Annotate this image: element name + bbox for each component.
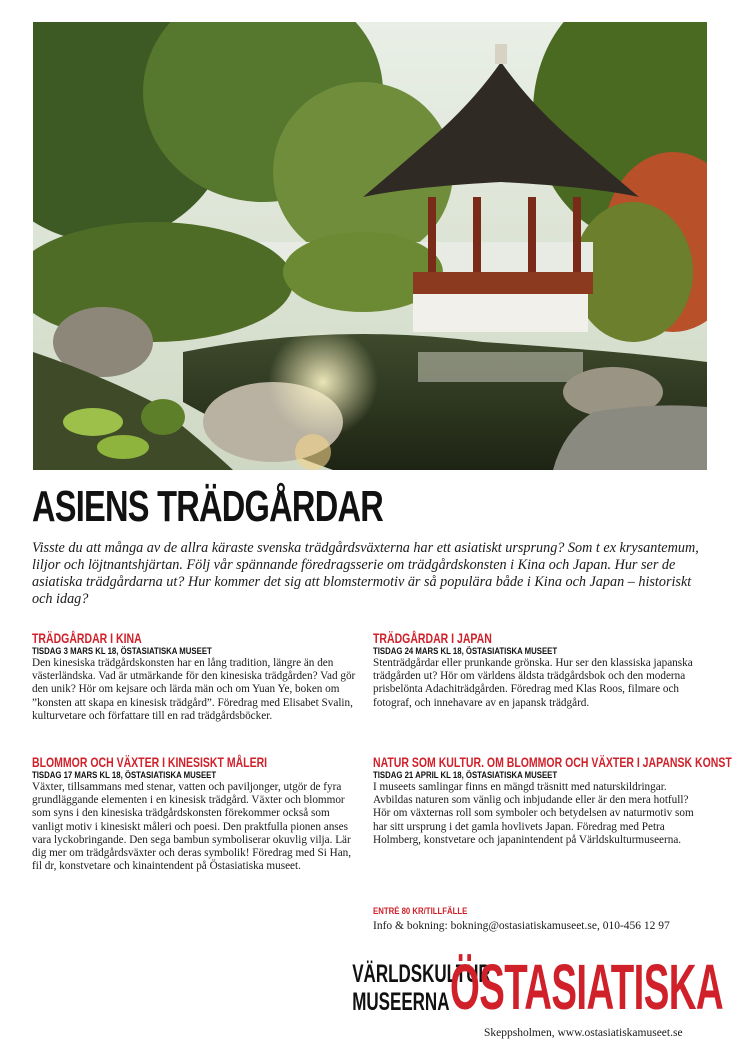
event-title: TRÄDGÅRDAR I KINA bbox=[32, 630, 142, 646]
event-title: TRÄDGÅRDAR I JAPAN bbox=[373, 630, 492, 646]
event-nature-japanese-art bbox=[373, 754, 732, 847]
booking-info: Info & bokning: bokning@ostasiatiskamuseet.se, 010-456 12 97 bbox=[373, 920, 670, 932]
event-description: I museets samlingar finns en mängd träsnitt med naturskildringar. Avbildas naturen som vänlig och inbjudande eller är den mera hotfull? Hör om växternas roll som symboler och betydelsen av naturmotiv som har sitt ursprung i det gamla hovlivets Japan. Föredrag med Petra Holmberg, konstvetare och japanintendent på Världskulturmuseerna. bbox=[373, 781, 694, 846]
varldskulturmuseerna-logo bbox=[309, 960, 491, 1016]
event-flowers-chinese-painting bbox=[32, 754, 362, 873]
event-description: Stenträdgårdar eller prunkande grönska. Hur ser den klassiska japanska trädgården ut? Hör om världens äldsta trädgårdsbok och den moderna prisbelönta Adachiträdgården. Föredrag med Klas Roos, filmare och fotograf, och innehavare av en japansk trädgård. bbox=[373, 657, 693, 709]
event-description: Den kinesiska trädgårdskonsten har en lång tradition, längre än den västerländska. Vad är utmärkande för den kinesiska trädgården? Vad gör den unik? Hör om kejsare och lärda män och om Yuan Ye, boken om ”konsten att skapa en kinesisk trädgård”. Föredrag med Elisabet Svalin, kulturvetare och författare till en rad trädgårdsböcker. bbox=[32, 657, 356, 722]
event-date: TISDAG 3 MARS KL 18, ÖSTASIATISKA MUSEET bbox=[32, 646, 212, 657]
event-gardens-japan bbox=[373, 630, 703, 710]
garden-pavilion-illustration bbox=[33, 22, 707, 470]
event-description: Växter, tillsammans med stenar, vatten och paviljonger, utgör de fyra grundläggande elementen i en kinesisk trädgård. Växter och blommor som syns i den kinesiska trädgårdskonsten förekommer också som vanligt motiv i kinesiskt måleri och poesi. Den praktfulla pionen anses vara lyckobringande. Den sega bambun symboliserar okuvlig vilja. Lär dig mer om trädgårdsväxter och deras symbolik! Föredrag med Si Han, fil dr, konstvetare och kinaintendent på Östasiatiska museet. bbox=[32, 781, 352, 873]
event-date: TISDAG 17 MARS KL 18, ÖSTASIATISKA MUSEET bbox=[32, 770, 217, 781]
entry-price: ENTRÉ 80 KR/TILLFÄLLE bbox=[373, 906, 468, 917]
event-date: TISDAG 21 APRIL KL 18, ÖSTASIATISKA MUSEET bbox=[373, 770, 558, 781]
footer-address: Skeppsholmen, www.ostasiatiskamuseet.se bbox=[484, 1027, 683, 1039]
event-title: BLOMMOR OCH VÄXTER I KINESISKT MÅLERI bbox=[32, 754, 268, 770]
page-title: ASIENS TRÄDGÅRDAR bbox=[32, 482, 384, 531]
logo-line2: MUSEERNA bbox=[352, 988, 450, 1016]
ostasiatiska-logo: ÖSTASIATISKA bbox=[450, 951, 723, 1023]
intro-text: Visste du att många av de allra käraste svenska trädgårdsväxterna har ett asiatiskt ursprung? Som t ex krysantemum, liljor och löjtnantshjärtan. Följ vår spännande föredragsserie om trädgårdskonsten i Kina och Japan. Hur ser de asiatiska trädgårdarna ut? Hur kommer det sig att blomstermotiv är så populära både i Kina och Japan – historiskt och idag? bbox=[32, 540, 699, 607]
logo-line1: VÄRLDSKULTUR bbox=[352, 960, 491, 988]
event-gardens-china bbox=[32, 630, 362, 723]
event-title: NATUR SOM KULTUR. OM BLOMMOR OCH VÄXTER I JAPANSK KONST bbox=[373, 754, 732, 770]
event-date: TISDAG 24 MARS KL 18, ÖSTASIATISKA MUSEET bbox=[373, 646, 558, 657]
hero-photo bbox=[33, 22, 707, 470]
